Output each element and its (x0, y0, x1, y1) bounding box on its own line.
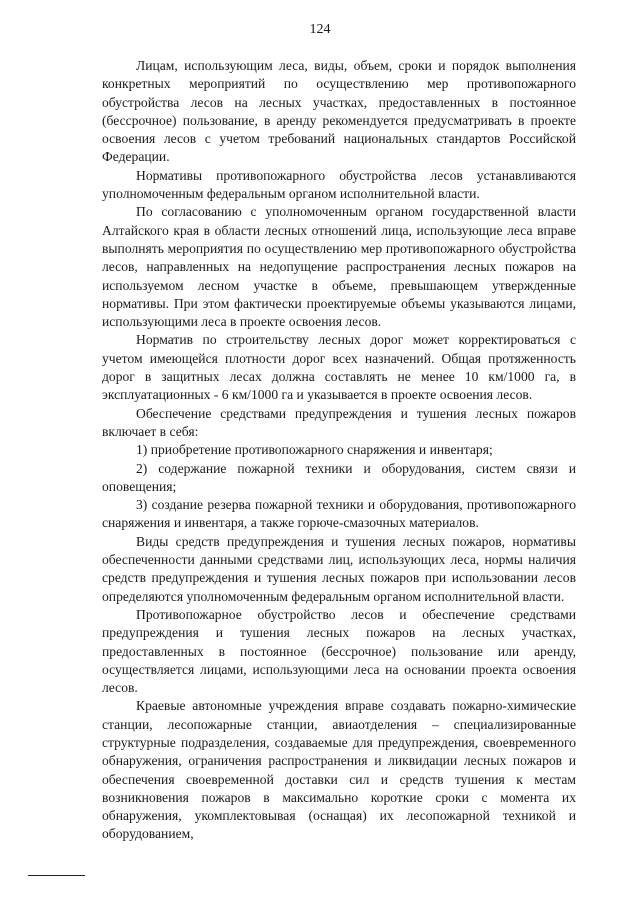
paragraph-7: Противопожарное обустройство лесов и обеспечение средствами предупреждения и тушения лесных пожаров на лесных участках, предоставленных в постоянное (бессрочное) пользование или аренду, осуществляется лицами, использующими леса на основании проекта освоения лесов. (102, 606, 576, 696)
list-item-3: 3) создание резерва пожарной техники и оборудования, противопожарного снаряжения и инвентаря, а также горюче-смазочных материалов. (102, 497, 576, 531)
paragraph-8: Краевые автономные учреждения вправе создавать пожарно-химические станции, лесопожарные станции, авиаотделения – специализированные структурные подразделения, создаваемые для предупреждения, своевременного обнаружения, ограничения распространения и ликвидации лесных пожаров и обеспечения своевременной доставки сил и средств тушения к местам возникновения пожаров в максимально короткие сроки с момента их обнаружения, укомплектовывая (оснащая) их лесопожарной техникой и оборудованием, (102, 698, 576, 842)
paragraph-5: Обеспечение средствами предупреждения и тушения лесных пожаров включает в себя: (102, 405, 576, 439)
list-item-2: 2) содержание пожарной техники и оборудования, систем связи и оповещения; (102, 460, 576, 494)
body-text (102, 57, 576, 844)
paragraph-6: Виды средств предупреждения и тушения лесных пожаров, нормативы обеспеченности данными средствами лиц, использующих леса, нормы наличия средств предупреждения и тушения лесных пожаров при использовании лесов определяются уполномоченным федеральным органом исполнительной власти. (102, 533, 576, 604)
paragraph-4: Норматив по строительству лесных дорог может корректироваться с учетом имеющейся плотности дорог всех назначений. Общая протяженность дорог в защитных лесах должна составлять не менее 10 км/1000 га, в эксплуатационных - 6 км/1000 га и указывается в проекте освоения лесов. (102, 332, 576, 403)
list-item-1: 1) приобретение противопожарного снаряжения и инвентаря; (136, 442, 493, 458)
paragraph-3: По согласованию с уполномоченным органом государственной власти Алтайского края в области лесных отношений лица, использующие леса вправе выполнять мероприятия по осуществлению мер противопожарного обустройства лесов, направленных на недопущение распространения лесных пожаров на используемом лесном участке в объеме, превышающем утвержденные нормативы. При этом фактически проектируемые объемы указываются лицами, использующими леса в проекте освоения лесов. (102, 204, 576, 330)
paragraph-2: Нормативы противопожарного обустройства лесов устанавливаются уполномоченным федеральным органом исполнительной власти. (102, 167, 576, 202)
paragraph-1: Лицам, использующим леса, виды, объем, сроки и порядок выполнения конкретных мероприятий по осуществлению мер противопожарного обустройства лесов на лесных участках, предоставленных в постоянное (бессрочное) пользование, в аренду рекомендуется предусматривать в проекте освоения лесов с учетом требований национальных стандартов Российской Федерации. (102, 58, 576, 165)
page-number: 124 (309, 22, 331, 37)
footnote-divider (28, 875, 85, 876)
